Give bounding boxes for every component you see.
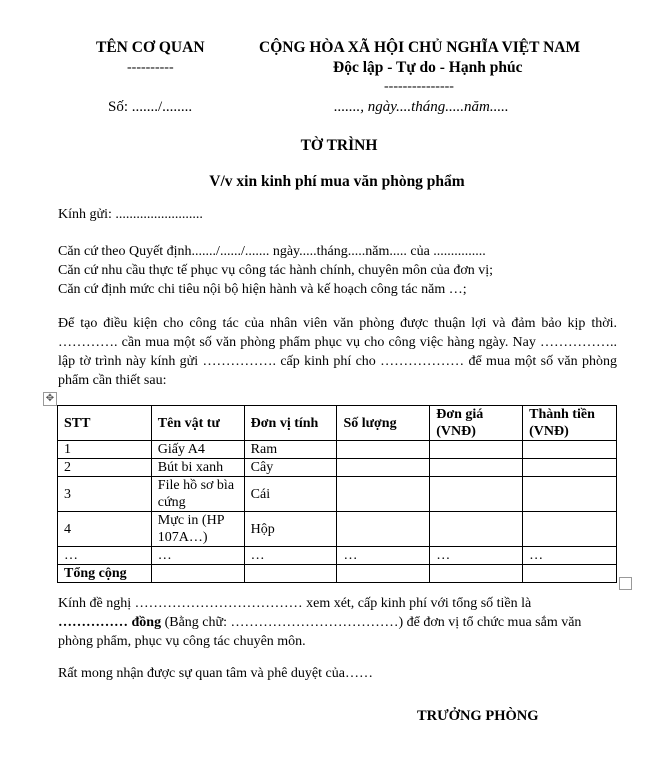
intro-line: phẩm cần thiết sau: bbox=[58, 373, 167, 388]
header-cell-unit: Đơn vị tính bbox=[244, 406, 337, 441]
table-row bbox=[58, 441, 617, 459]
table-cell[interactable]: Cây bbox=[244, 459, 337, 477]
table-cell[interactable] bbox=[244, 565, 337, 583]
basis-line: Căn cứ định mức chi tiêu nội bộ hiện hành và kế hoạch công tác năm …; bbox=[58, 282, 467, 297]
header-cell-amount: Thành tiền (VNĐ) bbox=[523, 406, 617, 441]
table-cell[interactable] bbox=[430, 477, 523, 512]
motto-rule: --------------- bbox=[384, 79, 454, 94]
table-row bbox=[58, 512, 617, 547]
table-cell[interactable] bbox=[523, 459, 617, 477]
total-label: Tổng cộng bbox=[58, 565, 152, 583]
table-cell[interactable]: Ram bbox=[244, 441, 337, 459]
table-total-row bbox=[58, 565, 617, 583]
table-cell[interactable] bbox=[430, 565, 523, 583]
table-cell[interactable] bbox=[430, 441, 523, 459]
place-date-line: ......., ngày....tháng.....năm..... bbox=[334, 99, 509, 115]
request-line-2 bbox=[58, 613, 617, 632]
table-cell[interactable]: Bút bi xanh bbox=[151, 459, 244, 477]
intro-line: …………. cần mua một số văn phòng phẩm phục vụ cho công việc hàng ngày. Nay …………….. bbox=[58, 335, 617, 350]
table-cell[interactable]: 1 bbox=[58, 441, 152, 459]
table-cell[interactable] bbox=[523, 441, 617, 459]
basis-line: Căn cứ nhu cầu thực tế phục vụ công tác hành chính, chuyên môn của đơn vị; bbox=[58, 263, 494, 278]
supplies-table bbox=[57, 405, 617, 583]
document-title: TỜ TRÌNH bbox=[300, 137, 378, 154]
request-line: Kính đề nghị ……………………………… xem xét, cấp kinh phí với tổng số tiền là bbox=[58, 596, 532, 611]
table-cell[interactable] bbox=[337, 441, 430, 459]
intro-paragraph bbox=[58, 314, 617, 390]
table-cell[interactable]: … bbox=[244, 547, 337, 565]
request-line: phòng phẩm, phục vụ công tác chuyên môn. bbox=[58, 634, 306, 649]
amount-in-words: (Bằng chữ: ………………………………) để đơn vị tổ chức mua sắm văn bbox=[161, 615, 582, 630]
table-cell[interactable] bbox=[430, 512, 523, 547]
table-cell[interactable] bbox=[337, 477, 430, 512]
table-cell[interactable]: Hộp bbox=[244, 512, 337, 547]
document-number: Số: ......./........ bbox=[108, 99, 193, 115]
table-row bbox=[58, 547, 617, 565]
header-cell-stt: STT bbox=[58, 406, 152, 441]
table-cell[interactable]: … bbox=[337, 547, 430, 565]
agency-rule: ---------- bbox=[127, 60, 174, 75]
table-cell[interactable]: 2 bbox=[58, 459, 152, 477]
table-cell[interactable]: 4 bbox=[58, 512, 152, 547]
table-cell[interactable] bbox=[523, 477, 617, 512]
table-cell[interactable]: Mực in (HP 107A…) bbox=[151, 512, 244, 547]
document-subtitle: V/v xin kinh phí mua văn phòng phẩm bbox=[209, 173, 465, 190]
table-cell[interactable] bbox=[337, 459, 430, 477]
table-cell[interactable]: Cái bbox=[244, 477, 337, 512]
intro-line: lập tờ trình này kính gửi ……………. cấp kinh phí cho ……………… để mua một số văn phòng bbox=[58, 354, 617, 369]
table-cell[interactable]: 3 bbox=[58, 477, 152, 512]
table-resize-handle-icon[interactable] bbox=[619, 577, 632, 590]
request-paragraph bbox=[58, 594, 617, 651]
table-cell[interactable]: … bbox=[430, 547, 523, 565]
signature-title: TRƯỞNG PHÒNG bbox=[417, 708, 539, 724]
table-row bbox=[58, 477, 617, 512]
recipient-line: Kính gửi: ......................... bbox=[58, 207, 203, 222]
table-cell[interactable] bbox=[151, 565, 244, 583]
table-cell[interactable] bbox=[523, 565, 617, 583]
closing-line: Rất mong nhận được sự quan tâm và phê duyệt của…… bbox=[58, 666, 373, 681]
header-cell-price: Đơn giá (VNĐ) bbox=[430, 406, 523, 441]
table-header-row bbox=[58, 406, 617, 441]
table-cell[interactable] bbox=[523, 512, 617, 547]
header-cell-name: Tên vật tư bbox=[151, 406, 244, 441]
national-motto: Độc lập - Tự do - Hạnh phúc bbox=[333, 59, 523, 76]
basis-line: Căn cứ theo Quyết định......./....../....... ngày.....tháng.....năm..... của ............... bbox=[58, 244, 486, 259]
basis-paragraph bbox=[58, 242, 617, 299]
table-cell[interactable]: Giấy A4 bbox=[151, 441, 244, 459]
table-cell[interactable] bbox=[430, 459, 523, 477]
table-cell[interactable]: … bbox=[151, 547, 244, 565]
country-name: CỘNG HÒA XÃ HỘI CHỦ NGHĨA VIỆT NAM bbox=[259, 39, 581, 56]
table-cell[interactable]: File hồ sơ bìa cứng bbox=[151, 477, 244, 512]
table-cell[interactable]: … bbox=[58, 547, 152, 565]
table-cell[interactable] bbox=[337, 565, 430, 583]
total-amount: …………… đồng bbox=[58, 615, 162, 630]
table-cell[interactable] bbox=[337, 512, 430, 547]
agency-name: TÊN CƠ QUAN bbox=[96, 39, 205, 56]
table-cell[interactable]: … bbox=[523, 547, 617, 565]
intro-line: Để tạo điều kiện cho công tác của nhân viên văn phòng được thuận lợi và đảm bảo kịp thời. bbox=[58, 316, 617, 331]
table-move-handle-icon[interactable]: ✥ bbox=[43, 392, 57, 406]
header-cell-quantity: Số lượng bbox=[337, 406, 430, 441]
table-row bbox=[58, 459, 617, 477]
